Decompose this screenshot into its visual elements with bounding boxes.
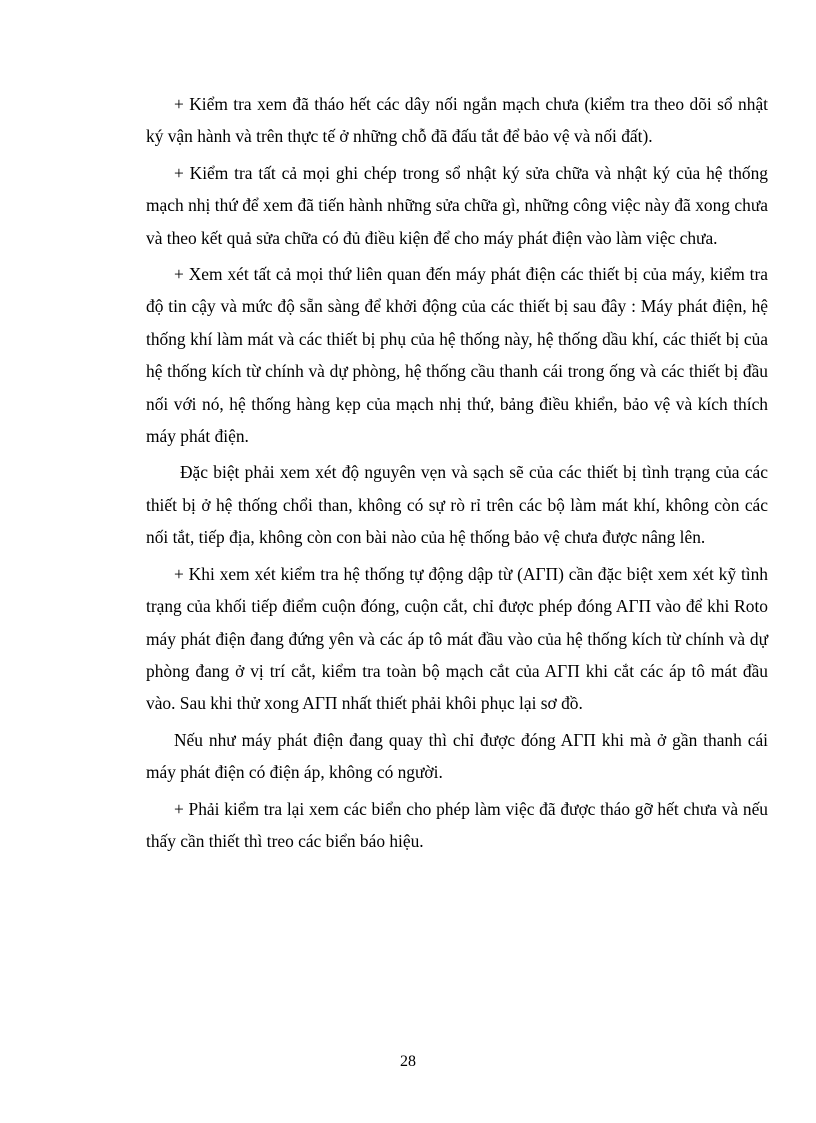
- paragraph-brush-system-condition: Đặc biệt phải xem xét độ nguyên vẹn và sạch sẽ của các thiết bị tình trạng của các thiết bị ở hệ thống chổi than, không có sự rò rỉ trên các bộ làm mát khí, không còn các nối tắt, tiếp địa, không còn con bài nào của hệ thống bảo vệ chưa được nâng lên.: [146, 462, 768, 548]
- paragraph-check-signs: + Phải kiểm tra lại xem các biển cho phép làm việc đã được tháo gỡ hết chưa và nếu thấy cần thiết thì treo các biển báo hiệu.: [146, 798, 768, 851]
- paragraph-check-short-circuit-wires: + Kiểm tra xem đã tháo hết các dây nối ngắn mạch chưa (kiểm tra theo dõi sổ nhật ký vận hành và trên thực tế ở những chỗ đã đấu tắt để bảo vệ và nối đất).: [146, 94, 768, 147]
- paragraph-inspect-generator-equipment: + Xem xét tất cả mọi thứ liên quan đến máy phát điện các thiết bị của máy, kiểm tra độ tin cậy và mức độ sẵn sàng để khởi động của các thiết bị sau đây : Máy phát điện, hệ thống khí làm mát và các thiết bị phụ của hệ thống này, hệ thống dầu khí, các thiết bị của hệ thống kích từ chính và dự phòng, hệ thống cầu thanh cái trong ống và các thiết bị đầu nối với nó, hệ thống hàng kẹp của mạch nhị thứ, bảng điều khiển, bảo vệ và kích thích máy phát điện.: [146, 264, 768, 447]
- paragraph-generator-rotating: Nếu như máy phát điện đang quay thì chỉ được đóng AГП khi mà ở gần thanh cái máy phát điện có điện áp, không có người.: [146, 729, 768, 783]
- paragraph-check-repair-logs: + Kiểm tra tất cả mọi ghi chép trong sổ nhật ký sửa chữa và nhật ký của hệ thống mạch nhị thứ để xem đã tiến hành những sửa chữa gì, những công việc này đã xong chưa và theo kết quả sửa chữa có đủ điều kiện để cho máy phát điện vào làm việc chưa.: [146, 162, 768, 248]
- document-page: [146, 88, 768, 861]
- paragraph-auto-field-suppression: + Khi xem xét kiểm tra hệ thống tự động dập từ (AГП) cần đặc biệt xem xét kỹ tình trạng của khối tiếp điểm cuộn đóng, cuộn cắt, chỉ được phép đóng AГП vào để khi Roto máy phát điện đang đứng yên và các áp tô mát đầu vào của hệ thống kích từ chính và dự phòng đang ở vị trí cắt, kiểm tra toàn bộ mạch cắt của AГП khi cắt các áp tô mát đầu vào. Sau khi thử xong AГП nhất thiết phải khôi phục lại sơ đồ.: [146, 563, 768, 714]
- page-number: 28: [400, 1053, 416, 1070]
